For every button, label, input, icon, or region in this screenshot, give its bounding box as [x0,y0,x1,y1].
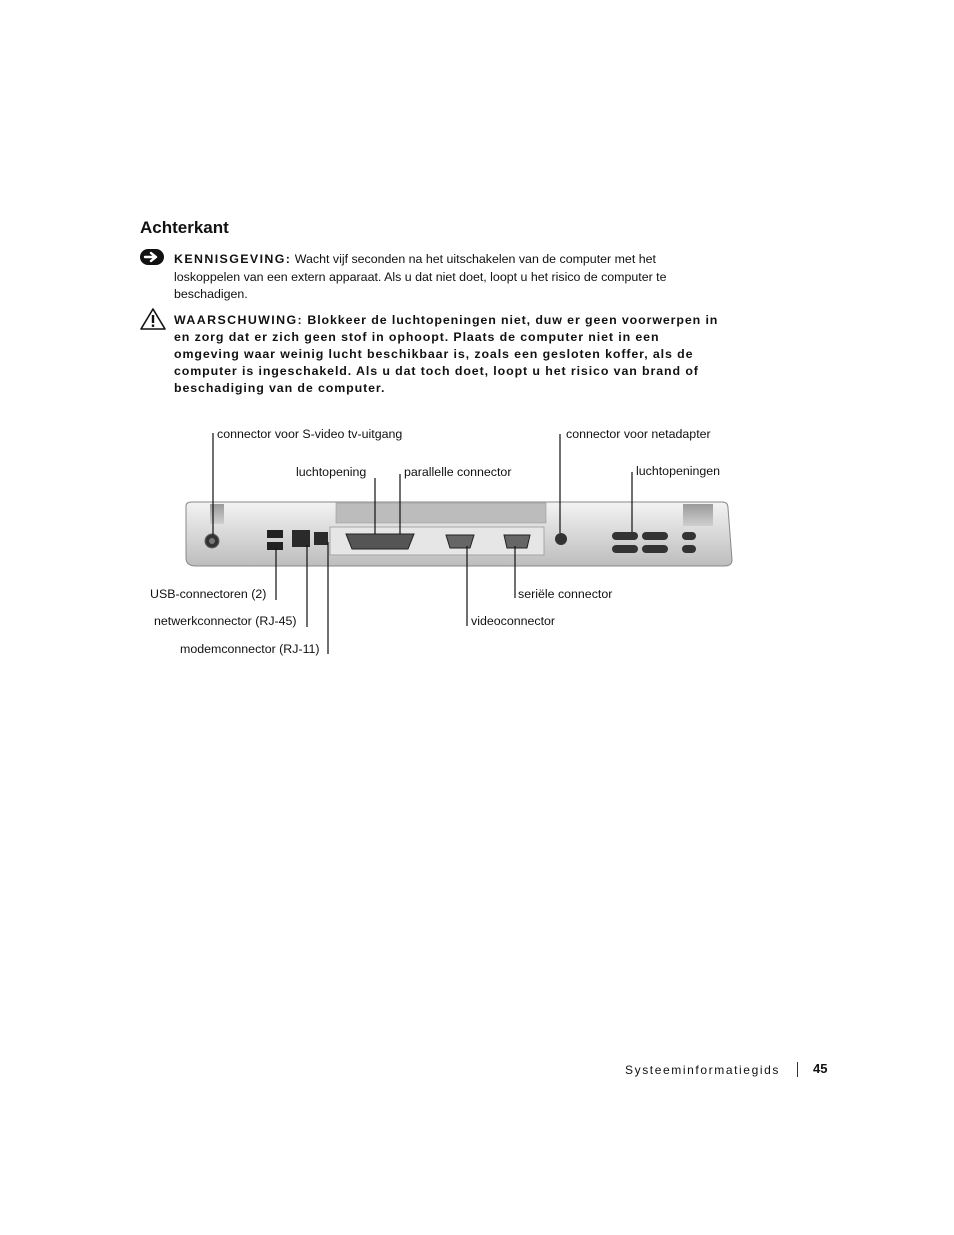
callout-network: netwerkconnector (RJ-45) [154,614,297,628]
callout-air-vents: luchtopeningen [636,464,721,478]
notice-text: Wacht vijf seconden na het uitschakelen van de computer met het loskoppelen van een extern apparaat. Als u dat niet doet, loopt u het risico de computer te beschadigen. [174,252,667,301]
footer-separator [797,1062,798,1077]
lid-strip [336,503,546,523]
callout-svideo: connector voor S-video tv-uitgang [217,427,403,441]
rj45-port [292,530,310,547]
callout-modem: modemconnector (RJ-11) [180,642,320,656]
callout-usb: USB-connectoren (2) [150,587,267,601]
lid-hinge-right [683,504,713,526]
lid-hinge-left [210,504,224,524]
notice-label: KENNISGEVING: [174,252,292,266]
callout-parallel: parallelle connector [404,465,512,479]
callout-serial: seriële connector [518,587,613,601]
usb-port-1 [267,530,283,538]
section-title: Achterkant [140,218,229,237]
callout-ac-adapter: connector voor netadapter [566,427,711,441]
usb-port-2 [267,542,283,550]
footer-title: Systeeminformatiegids [625,1063,780,1077]
warning-text: Blokkeer de luchtopeningen niet, duw er geen voorwerpen in en zorg dat er zich geen stof in ophoopt. Plaats de computer niet in een omgeving waar weinig lucht beschikbaar is, zoals een gesloten koffer, als de computer is ingeschakeld. Als u dat toch doet, loopt u het risico van brand of beschadiging van de computer. [174,313,719,395]
serial-port [504,535,530,548]
callout-video: videoconnector [471,614,556,628]
page-number: 45 [813,1061,828,1076]
rj11-port [314,532,328,545]
warning-label: WAARSCHUWING: [174,313,304,327]
ac-adapter-port [555,533,567,545]
parallel-port [346,534,414,549]
video-port [446,535,474,548]
callout-air-vent: luchtopening [296,465,367,479]
